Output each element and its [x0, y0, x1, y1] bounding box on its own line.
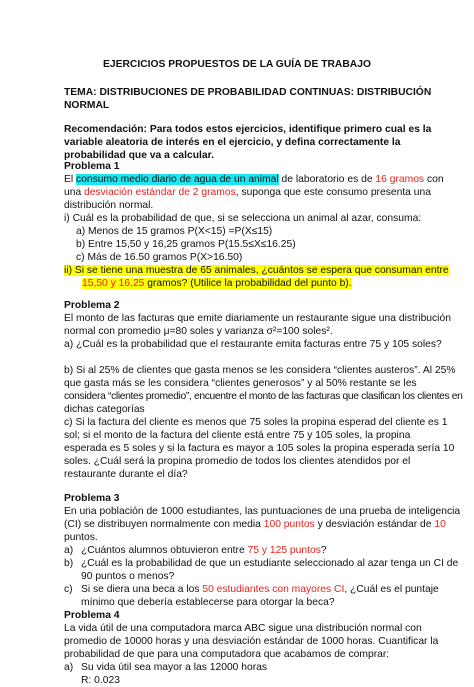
problem-1-line-3: distribución normal.: [64, 200, 154, 211]
red-text: 16 gramos: [375, 174, 425, 185]
text-span: , ¿Cuál es el puntaje: [344, 584, 439, 595]
problem-3-item-c: [64, 583, 439, 596]
problem-2-line: El monto de las facturas que emite diariamente un restaurante sigue una distribución: [64, 313, 451, 324]
red-text: 100 puntos: [263, 519, 315, 530]
list-label: a): [64, 545, 74, 556]
problem-1-item-i: i) Cuál es la probabilidad de que, si se selecciona un animal al azar, consuma:: [64, 213, 422, 224]
problem-3-heading: Problema 3: [64, 493, 120, 504]
text-span: una: [64, 187, 85, 198]
problem-2-line: b) Si al 25% de clientes que gasta menos se les considera “clientes austeros”. Al 25%: [64, 365, 456, 376]
list-label: a): [64, 662, 74, 673]
problem-2-line: sol; si el monto de la factura del cliente está entre 75 y 105 soles, la propina: [64, 430, 411, 441]
text-span: (CI) se distribuyen normalmente con media: [64, 519, 264, 530]
problem-3-item-c-line-2: mínimo que debería establecerse para otorgar la beca?: [81, 597, 335, 608]
problem-4-line-3: probabilidad de que para una computadora que acabamos de comprar:: [64, 649, 390, 660]
problem-4-line-1: La vida útil de una computadora marca ABC sigue una distribución normal con: [64, 623, 422, 634]
problem-3-item-b-line-2: 90 puntos o menos?: [81, 571, 175, 582]
recomendacion-line-2: variable aleatoria de interés en el ejercicio, y defina correctamente la: [64, 137, 401, 148]
red-highlight-text: 15,50 y 16,25: [82, 278, 145, 289]
red-text: 50 estudiantes con mayores CI: [202, 584, 345, 595]
problem-4-item-a: [64, 661, 267, 674]
list-label: c): [64, 584, 73, 595]
text-span: ?: [320, 545, 327, 556]
text-span: con: [424, 174, 444, 185]
problem-2-line: considera “clientes promedio”, encuentre el monto de las facturas que clasifican los clientes en: [64, 391, 463, 402]
problem-3-item-a: [64, 544, 327, 557]
red-text: 10: [434, 519, 446, 530]
text-span: y desviación estándar de: [314, 519, 435, 530]
recomendacion-line-3: probabilidad que va a calcular.: [64, 150, 214, 161]
text-span: El: [64, 174, 77, 185]
problem-2-line: a) ¿Cuál es la probabilidad que el restaurante emita facturas entre 75 y 105 soles?: [64, 339, 442, 350]
text-span: Si se diera una beca a los: [81, 584, 203, 595]
problem-4-heading: Problema 4: [64, 610, 120, 621]
problem-1-item-ii-line-2: [82, 277, 352, 290]
tema-line-1: TEMA: DISTRIBUCIONES DE PROBABILIDAD CONTINUAS: DISTRIBUCIÓN: [64, 87, 432, 98]
problem-2-line: c) Si la factura del cliente es menos que 75 soles la propina esperad del cliente es 1: [64, 417, 448, 428]
problem-1-item-i-b: b) Entre 15,50 y 16,25 gramos P(15.5≤X≤16.25): [76, 239, 296, 250]
problem-1-item-i-a: a) Menos de 15 gramos P(X<15) =P(X≤15): [76, 226, 273, 237]
highlight-yellow: ii) Si se tiene una muestra de 65 animales, ¿cuántos se espera que consuman entre: [64, 265, 449, 276]
problem-2-line: soles. ¿Cuál será la propina promedio de todos los clientes atendidos por el: [64, 456, 411, 467]
problem-3-line-1: En una población de 1000 estudiantes, las puntuaciones de una prueba de inteligencia: [64, 506, 461, 517]
problem-1-heading: Problema 1: [64, 161, 120, 172]
tema-line-2: NORMAL: [64, 100, 110, 111]
red-text: desviación estándar de 2 gramos: [84, 187, 236, 198]
problem-1-item-ii-line-1: [64, 264, 449, 277]
text-span: Su vida útil sea mayor a las 12000 horas: [81, 662, 268, 673]
text-span: de laboratorio es de: [278, 174, 376, 185]
page-title: EJERCICIOS PROPUESTOS DE LA GUÍA DE TRABAJO: [103, 59, 371, 70]
problem-3-item-b: [64, 557, 458, 570]
problem-4-line-2: promedio de 10000 horas y una desviación estándar de 1000 horas. Cuantificar la: [64, 636, 439, 647]
text-span: ¿Cuál es la probabilidad de que un estudiante seleccionado al azar tenga un CI de: [81, 558, 459, 569]
problem-2-line: normal con promedio μ=80 soles y varianza σ²=100 soles².: [64, 326, 333, 337]
text-span: , suponga que este consumo presenta una: [235, 187, 431, 198]
problem-2-line: esperada es 5 soles y si la factura es mayor a 105 soles la propina esperada sería 10: [64, 443, 455, 454]
highlight-yellow: gramos? (Utilice la probabilidad del punto b).: [144, 278, 352, 289]
problem-3-line-3: puntos.: [64, 532, 98, 543]
problem-2-line: dichas categorías: [64, 404, 145, 415]
problem-2-heading: Problema 2: [64, 300, 120, 311]
problem-2-line: que gasta más se les considera “clientes generosos” y al 50% restante se les: [64, 378, 417, 389]
problem-3-line-2: [64, 518, 446, 531]
recomendacion-line-1: Recomendación: Para todos estos ejercicios, identifique primero cual es la: [64, 124, 432, 135]
highlight-cyan: consumo medio diario de agua de un animal: [76, 174, 279, 185]
problem-4-answer: R: 0.023: [81, 675, 120, 686]
list-label: b): [64, 558, 74, 569]
problem-2-line: restaurante durante el día?: [64, 469, 188, 480]
problem-1-line-1: [64, 173, 444, 186]
text-span: ¿Cuántos alumnos obtuvieron entre: [81, 545, 248, 556]
problem-1-item-i-c: c) Más de 16.50 gramos P(X>16.50): [76, 252, 243, 263]
problem-1-line-2: [64, 186, 431, 199]
red-text: 75 y 125 puntos: [247, 545, 321, 556]
